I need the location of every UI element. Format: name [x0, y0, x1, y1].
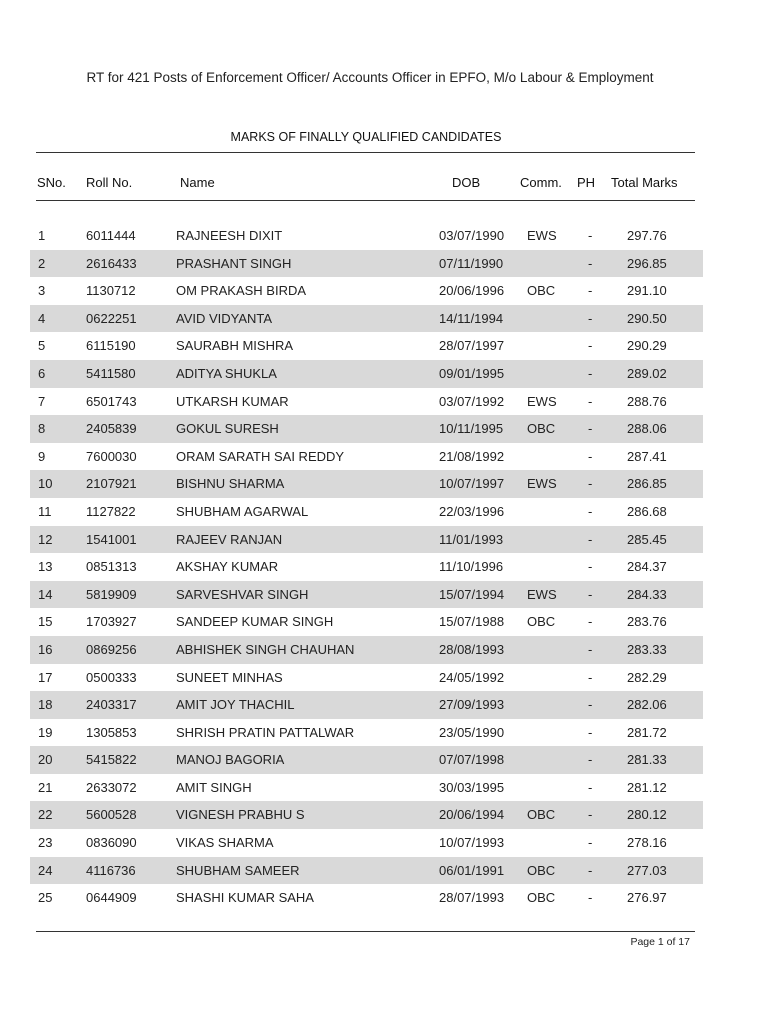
table-row: [30, 470, 703, 498]
cell-ph: -: [588, 283, 593, 299]
table-row: [30, 636, 703, 664]
cell-name: SAURABH MISHRA: [176, 338, 294, 354]
cell-ph: -: [588, 476, 593, 492]
cell-total-marks: 282.29: [627, 669, 667, 685]
cell-comm: EWS: [527, 228, 557, 243]
cell-sno: 4: [38, 310, 46, 326]
cell-ph: -: [588, 697, 593, 713]
cell-dob: 30/03/1995: [439, 779, 505, 795]
table-row: [30, 250, 703, 278]
cell-comm: OBC: [527, 421, 556, 437]
cell-name: PRASHANT SINGH: [176, 255, 292, 271]
cell-comm: OBC: [527, 862, 556, 878]
cell-name: GOKUL SURESH: [176, 421, 279, 437]
table-row: [30, 305, 703, 333]
section-title: MARKS OF FINALLY QUALIFIED CANDIDATES: [230, 130, 502, 144]
footer-rule: [36, 931, 695, 932]
cell-sno: 22: [38, 807, 53, 823]
cell-ph: -: [588, 807, 593, 823]
cell-total-marks: 287.41: [627, 448, 667, 464]
cell-sno: 19: [38, 724, 53, 740]
cell-total-marks: 290.50: [627, 310, 667, 326]
cell-ph: -: [588, 393, 593, 409]
cell-sno: 24: [38, 862, 53, 878]
cell-sno: 23: [38, 835, 53, 851]
cell-total-marks: 281.33: [627, 752, 667, 768]
cell-roll-no: 1130712: [86, 283, 136, 299]
cell-name: AKSHAY KUMAR: [176, 559, 279, 575]
cell-total-marks: 286.68: [627, 503, 667, 519]
cell-roll-no: 2616433: [86, 255, 137, 271]
cell-dob: 11/10/1996: [439, 559, 504, 575]
cell-sno: 7: [38, 393, 46, 409]
cell-name: SHRISH PRATIN PATTALWAR: [176, 724, 355, 740]
table-row: [30, 415, 703, 443]
cell-roll-no: 0500333: [86, 669, 137, 685]
header-dob: DOB: [452, 175, 481, 190]
cell-name: SARVESHVAR SINGH: [176, 586, 309, 602]
cell-roll-no: 2405839: [86, 421, 137, 437]
cell-sno: 21: [38, 779, 53, 795]
cell-comm: EWS: [527, 476, 557, 492]
cell-name: ABHISHEK SINGH CHAUHAN: [176, 641, 355, 657]
table-row: [30, 664, 703, 692]
cell-total-marks: 285.45: [627, 531, 667, 547]
cell-total-marks: 288.06: [627, 421, 667, 437]
cell-dob: 10/07/1997: [439, 476, 505, 492]
cell-dob: 28/08/1993: [439, 641, 505, 657]
cell-ph: -: [588, 862, 593, 878]
cell-dob: 23/05/1990: [439, 724, 505, 740]
cell-ph: -: [588, 531, 593, 547]
cell-total-marks: 282.06: [627, 697, 667, 713]
cell-roll-no: 5411580: [86, 365, 136, 381]
cell-ph: -: [588, 614, 593, 630]
cell-roll-no: 2107921: [86, 476, 137, 492]
cell-dob: 20/06/1996: [439, 283, 505, 299]
cell-ph: -: [588, 421, 593, 437]
cell-name: SANDEEP KUMAR SINGH: [176, 614, 334, 630]
table-row: [30, 443, 703, 471]
cell-sno: 18: [38, 697, 53, 713]
cell-ph: -: [588, 228, 593, 243]
cell-sno: 9: [38, 448, 46, 464]
cell-name: SHUBHAM AGARWAL: [176, 503, 309, 519]
table-row: [30, 498, 703, 526]
cell-sno: 6: [38, 365, 46, 381]
table-row: [30, 526, 703, 554]
cell-total-marks: 284.33: [627, 586, 667, 602]
cell-comm: OBC: [527, 807, 556, 823]
cell-ph: -: [588, 503, 593, 519]
cell-roll-no: 1127822: [86, 503, 136, 519]
table-row: [30, 719, 703, 747]
cell-ph: -: [588, 779, 593, 795]
cell-name: SUNEET MINHAS: [176, 669, 283, 685]
cell-total-marks: 297.76: [627, 228, 667, 243]
cell-dob: 27/09/1993: [439, 697, 505, 713]
table-row: [30, 332, 703, 360]
cell-roll-no: 0644909: [86, 890, 137, 906]
cell-sno: 12: [38, 531, 53, 547]
cell-roll-no: 1305853: [86, 724, 137, 740]
cell-dob: 22/03/1996: [439, 503, 505, 519]
cell-name: VIGNESH PRABHU S: [176, 807, 305, 823]
cell-dob: 20/06/1994: [439, 807, 505, 823]
cell-name: BISHNU SHARMA: [176, 476, 285, 492]
cell-name: MANOJ BAGORIA: [176, 752, 285, 768]
table-row: [30, 388, 703, 416]
cell-ph: -: [588, 724, 593, 740]
cell-dob: 11/01/1993: [439, 531, 504, 547]
cell-total-marks: 283.76: [627, 614, 667, 630]
cell-dob: 14/11/1994: [439, 310, 504, 326]
cell-total-marks: 281.12: [627, 779, 667, 795]
table-row: [30, 801, 703, 829]
cell-dob: 03/07/1992: [439, 393, 505, 409]
cell-sno: 20: [38, 752, 53, 768]
cell-roll-no: 1703927: [86, 614, 137, 630]
cell-dob: 06/01/1991: [439, 862, 505, 878]
table-row: [30, 553, 703, 581]
cell-sno: 14: [38, 586, 53, 602]
cell-sno: 2: [38, 255, 46, 271]
cell-dob: 28/07/1997: [439, 338, 505, 354]
table-row: [30, 857, 703, 885]
cell-roll-no: 0622251: [86, 310, 137, 326]
cell-ph: -: [588, 559, 593, 575]
cell-total-marks: 281.72: [627, 724, 667, 740]
cell-roll-no: 0851313: [86, 559, 137, 575]
page-number: Page 1 of 17: [630, 936, 690, 948]
cell-dob: 10/07/1993: [439, 835, 505, 851]
cell-name: RAJEEV RANJAN: [176, 531, 283, 547]
cell-total-marks: 284.37: [627, 559, 667, 575]
cell-total-marks: 291.10: [627, 283, 667, 299]
table-row: [30, 581, 703, 609]
cell-name: OM PRAKASH BIRDA: [176, 283, 307, 299]
cell-total-marks: 280.12: [627, 807, 667, 823]
cell-roll-no: 4116736: [86, 862, 136, 878]
cell-roll-no: 1541001: [86, 531, 137, 547]
cell-name: ORAM SARATH SAI REDDY: [176, 448, 345, 464]
cell-name: AMIT SINGH: [176, 779, 252, 795]
cell-dob: 21/08/1992: [439, 448, 505, 464]
cell-name: VIKAS SHARMA: [176, 835, 274, 851]
cell-total-marks: 290.29: [627, 338, 667, 354]
cell-total-marks: 278.16: [627, 835, 667, 851]
cell-sno: 16: [38, 641, 53, 657]
cell-roll-no: 5600528: [86, 807, 137, 823]
cell-ph: -: [588, 586, 593, 602]
cell-dob: 07/07/1998: [439, 752, 505, 768]
cell-ph: -: [588, 641, 593, 657]
cell-sno: 3: [38, 283, 46, 299]
cell-sno: 17: [38, 669, 53, 685]
cell-total-marks: 288.76: [627, 393, 667, 409]
cell-ph: -: [588, 669, 593, 685]
cell-dob: 24/05/1992: [439, 669, 505, 685]
cell-roll-no: 5819909: [86, 586, 137, 602]
cell-name: UTKARSH KUMAR: [176, 393, 289, 409]
cell-total-marks: 289.02: [627, 365, 667, 381]
cell-name: AVID VIDYANTA: [176, 310, 273, 326]
cell-roll-no: 6501743: [86, 393, 137, 409]
cell-sno: 13: [38, 559, 53, 575]
cell-dob: 10/11/1995: [439, 421, 504, 437]
table-row: [30, 691, 703, 719]
header-top-rule: [36, 152, 695, 153]
cell-name: SHASHI KUMAR SAHA: [176, 890, 314, 906]
header-bottom-rule: [36, 200, 695, 201]
table-header: [0, 175, 768, 193]
cell-dob: 28/07/1993: [439, 890, 505, 906]
table-row: [30, 222, 703, 250]
cell-roll-no: 0836090: [86, 835, 137, 851]
cell-ph: -: [588, 835, 593, 851]
header-total-marks: Total Marks: [611, 175, 678, 190]
cell-roll-no: 2633072: [86, 779, 137, 795]
table-row: [30, 884, 703, 912]
document-title: RT for 421 Posts of Enforcement Officer/ Accounts Officer in EPFO, M/o Labour & Employment: [86, 70, 654, 85]
cell-roll-no: 2403317: [86, 697, 137, 713]
cell-total-marks: 276.97: [627, 890, 667, 906]
table-row: [30, 360, 703, 388]
table-row: [30, 746, 703, 774]
header-sno: SNo.: [37, 175, 66, 190]
cell-sno: 1: [38, 228, 46, 243]
cell-sno: 8: [38, 421, 46, 437]
header-ph: PH: [577, 175, 596, 190]
cell-dob: 15/07/1994: [439, 586, 505, 602]
header-roll-no: Roll No.: [86, 175, 133, 190]
cell-roll-no: 6011444: [86, 228, 136, 243]
cell-ph: -: [588, 365, 593, 381]
cell-comm: EWS: [527, 393, 557, 409]
cell-roll-no: 7600030: [86, 448, 137, 464]
cell-total-marks: 296.85: [627, 255, 667, 271]
cell-comm: EWS: [527, 586, 557, 602]
cell-sno: 10: [38, 476, 53, 492]
header-name: Name: [180, 175, 215, 190]
cell-sno: 25: [38, 890, 53, 906]
cell-name: RAJNEESH DIXIT: [176, 228, 283, 243]
cell-dob: 03/07/1990: [439, 228, 505, 243]
table-row: [30, 774, 703, 802]
cell-comm: OBC: [527, 614, 556, 630]
cell-name: SHUBHAM SAMEER: [176, 862, 300, 878]
header-comm: Comm.: [520, 175, 562, 190]
cell-sno: 15: [38, 614, 53, 630]
cell-name: AMIT JOY THACHIL: [176, 697, 295, 713]
cell-dob: 09/01/1995: [439, 365, 505, 381]
cell-total-marks: 277.03: [627, 862, 667, 878]
marks-table: [30, 222, 703, 912]
cell-dob: 07/11/1990: [439, 255, 504, 271]
cell-roll-no: 5415822: [86, 752, 137, 768]
cell-ph: -: [588, 255, 593, 271]
cell-total-marks: 283.33: [627, 641, 667, 657]
cell-comm: OBC: [527, 890, 556, 906]
cell-sno: 11: [38, 503, 52, 519]
cell-comm: OBC: [527, 283, 556, 299]
cell-ph: -: [588, 338, 593, 354]
cell-ph: -: [588, 752, 593, 768]
cell-roll-no: 0869256: [86, 641, 137, 657]
cell-sno: 5: [38, 338, 46, 354]
cell-ph: -: [588, 310, 593, 326]
cell-roll-no: 6115190: [86, 338, 136, 354]
table-row: [30, 608, 703, 636]
table-row: [30, 277, 703, 305]
cell-total-marks: 286.85: [627, 476, 667, 492]
cell-name: ADITYA SHUKLA: [176, 365, 277, 381]
cell-dob: 15/07/1988: [439, 614, 505, 630]
cell-ph: -: [588, 890, 593, 906]
table-row: [30, 829, 703, 857]
cell-ph: -: [588, 448, 593, 464]
